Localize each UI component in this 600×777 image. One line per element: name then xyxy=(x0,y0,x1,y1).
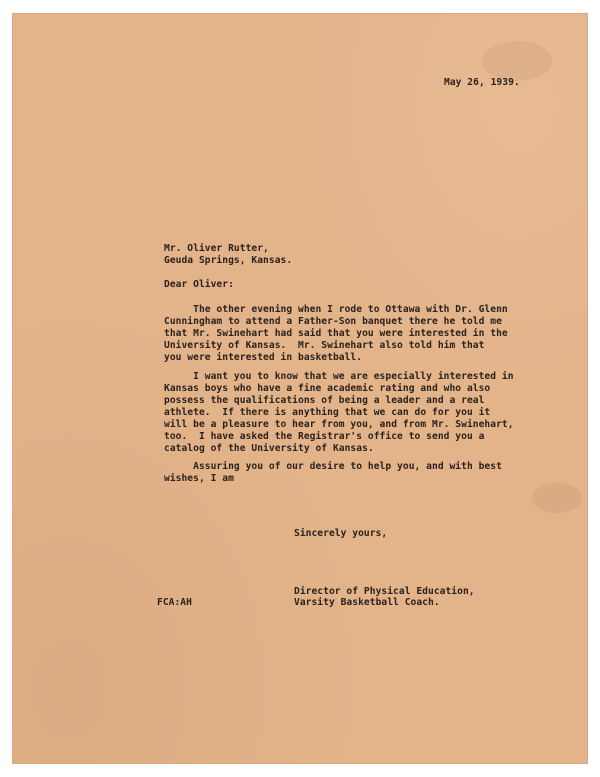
body-line: will be a pleasure to hear from you, and from Mr. Swinehart, xyxy=(164,419,514,430)
body-line: Cunningham to attend a Father-Son banquet there he told me xyxy=(164,316,502,327)
body-line: that Mr. Swinehart had said that you were interested in the xyxy=(164,328,508,339)
paper-stain xyxy=(482,41,552,81)
paper-stain xyxy=(532,483,582,513)
typist-initials: FCA:AH xyxy=(157,597,192,608)
body-line: athlete. If there is anything that we can do for you it xyxy=(164,407,491,418)
letter-date: May 26, 1939. xyxy=(444,77,520,88)
body-line: I want you to know that we are especially interested in xyxy=(164,371,514,382)
body-line: too. I have asked the Registrar's office to send you a xyxy=(164,431,485,442)
salutation: Dear Oliver: xyxy=(164,279,234,290)
body-line: Assuring you of our desire to help you, and with best xyxy=(164,461,502,472)
signature-title: Varsity Basketball Coach. xyxy=(294,597,440,608)
body-line: The other evening when I rode to Ottawa with Dr. Glenn xyxy=(164,304,508,315)
body-line: University of Kansas. Mr. Swinehart also told him that xyxy=(164,340,485,351)
closing: Sincerely yours, xyxy=(294,528,388,539)
body-line: possess the qualifications of being a leader and a real xyxy=(164,395,485,406)
recipient-name: Mr. Oliver Rutter, xyxy=(164,243,269,254)
body-line: you were interested in basketball. xyxy=(164,352,363,363)
body-line: wishes, I am xyxy=(164,473,234,484)
recipient-location: Geuda Springs, Kansas. xyxy=(164,255,293,266)
signature-title: Director of Physical Education, xyxy=(294,586,475,597)
body-line: Kansas boys who have a fine academic rating and who also xyxy=(164,383,491,394)
body-line: catalog of the University of Kansas. xyxy=(164,443,374,454)
